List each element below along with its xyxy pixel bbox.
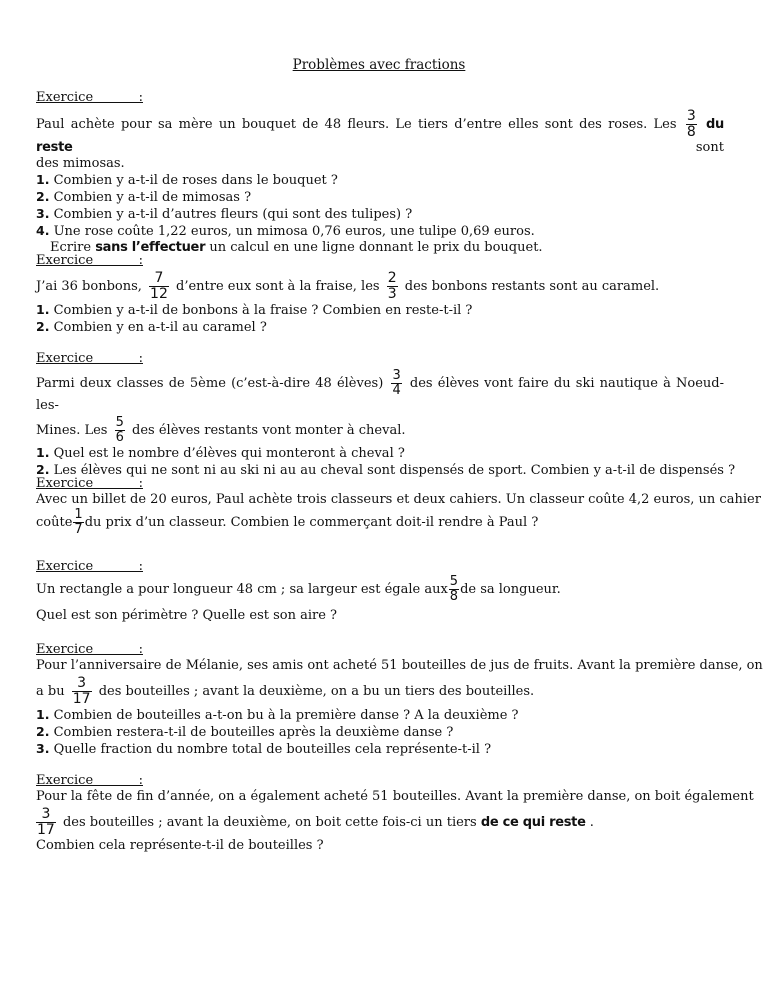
exercise-text: J’ai 36 bonbons, $\frac{7}{12}$ d’entre eux sont à la fraise, les $\frac{2}{3}$ des bonbons restants sont au caramel. [36, 270, 660, 302]
fraction: $\frac{5}{6}$ [115, 415, 124, 445]
exercise-5: Exercice : Un rectangle a pour longueur 48 cm ; sa largeur est égale aux $\frac{5}{8}$ de sa longueur. Quel est son périmètre ? Quelle est son aire ? [36, 559, 724, 624]
exercise-3: Exercice : Parmi deux classes de 5ème (c’est-à-dire 48 élèves) $\frac{3}{4}$ des élèves vont faire du ski nautique à Noeud-les- Mines. Les $\frac{5}{6}$ des élèves restants vont monter à cheval. 1. Quel est le nombre d’élèves qui monteront à cheval ? 2. Les élèves qui ne sont ni au ski ni au au cheval sont dispensés de sport. Combien y a-t-il de dispensés ? [36, 351, 736, 478]
question: 1. Combien y a-t-il de bonbons à la fraise ? Combien en reste-t-il ? [36, 302, 473, 318]
page-title: Problèmes avec fractions [292, 57, 466, 73]
exercise-6: Exercice : Pour l’anniversaire de Mélanie, ses amis ont acheté 51 bouteilles de jus de fruits. Avant la première danse, on a bu $\frac{3}{17}$ des bouteilles ; avant la deuxième, on a bu un tiers des bouteilles. 1. Combien de bouteilles a-t-on bu à la première danse ? A la deuxième ? 2. Combien restera-t-il de bouteilles après la deuxième danse ? 3. Quelle fraction du nombre total de bouteilles cela représente-t-il ? [36, 642, 763, 757]
exercise-heading: Exercice : [36, 642, 143, 657]
exercise-heading: Exercice : [36, 90, 143, 105]
question: 2. Combien y a-t-il de mimosas ? [36, 189, 252, 205]
question: 2. Les élèves qui ne sont ni au ski ni au au cheval sont dispensés de sport. Combien y a-t-il de dispensés ? [36, 462, 736, 478]
question: 1. Combien de bouteilles a-t-on bu à la première danse ? A la deuxième ? [36, 707, 519, 723]
fraction: $\frac{2}{3}$ [387, 270, 397, 302]
exercise-heading: Exercice : [36, 476, 143, 491]
question: 4. Une rose coûte 1,22 euros, un mimosa 0,76 euros, une tulipe 0,69 euros. [36, 223, 535, 239]
exercise-4: Exercice : Avec un billet de 20 euros, Paul achète trois classeurs et deux cahiers. Un classeur coûte 4,2 euros, un cahier coûte $\frac{1}{7}$ du prix d’un classeur. Combien le commerçant doit-il rendre à Paul ? [36, 476, 761, 537]
fraction: $\frac{1}{7}$ [74, 507, 83, 537]
exercise-1: Exercice : Paul achète pour sa mère un bouquet de 48 fleurs. Le tiers d’entre elles sont des roses. Les $\frac{3}{8}$ du reste sont des mimosas. 1. Combien y a-t-il de roses dans le bouquet ? 2. Combien y a-t-il de mimosas ? 3. Combien y a-t-il d’autres fleurs (qui sont des tulipes) ? 4. Une rose coûte 1,22 euros, un mimosa 0,76 euros, une tulipe 0,69 euros. Ecrire sans l’effectuer un calcul en une ligne donnant le prix du bouquet. [36, 90, 724, 255]
exercise-text: Paul achète pour sa mère un bouquet de 48 fleurs. Le tiers d’entre elles sont des roses. Les $\frac{3}{8}$ du reste sont [36, 108, 724, 155]
question: 1. Quel est le nombre d’élèves qui monteront à cheval ? [36, 445, 405, 461]
exercise-2 [36, 253, 724, 336]
fraction: $\frac{3}{4}$ [392, 368, 401, 398]
question: 3. Combien y a-t-il d’autres fleurs (qui sont des tulipes) ? [36, 206, 413, 222]
exercise-heading: Exercice : [36, 559, 143, 574]
exercise-heading: Exercice : [36, 773, 143, 788]
question: 2. Combien y en a-t-il au caramel ? [36, 319, 267, 335]
fraction: $\frac{3}{8}$ [686, 108, 696, 140]
question: 2. Combien restera-t-il de bouteilles après la deuxième danse ? [36, 724, 454, 740]
question: 1. Combien y a-t-il de roses dans le bouquet ? [36, 172, 338, 188]
fraction: $\frac{5}{8}$ [449, 574, 459, 604]
question: 3. Quelle fraction du nombre total de bouteilles cela représente-t-il ? [36, 741, 492, 757]
fraction: $\frac{7}{12}$ [150, 270, 168, 302]
fraction: $\frac{3}{17}$ [37, 806, 55, 838]
exercise-heading: Exercice : [36, 253, 143, 268]
exercise-heading: Exercice : [36, 351, 143, 366]
exercise-text: Parmi deux classes de 5ème (c’est-à-dire 48 élèves) $\frac{3}{4}$ des élèves vont faire du ski nautique à Noeud-les- [36, 368, 724, 413]
fraction: $\frac{3}{17}$ [72, 675, 91, 707]
exercise-7: Exercice : Pour la fête de fin d’année, on a également acheté 51 bouteilles. Avant la première danse, on boit également $\frac{3}{17}$ des bouteilles ; avant la deuxième, on boit cette fois-ci un tiers de ce qui reste . Combien cela représente-t-il de bouteilles ? [36, 773, 754, 853]
